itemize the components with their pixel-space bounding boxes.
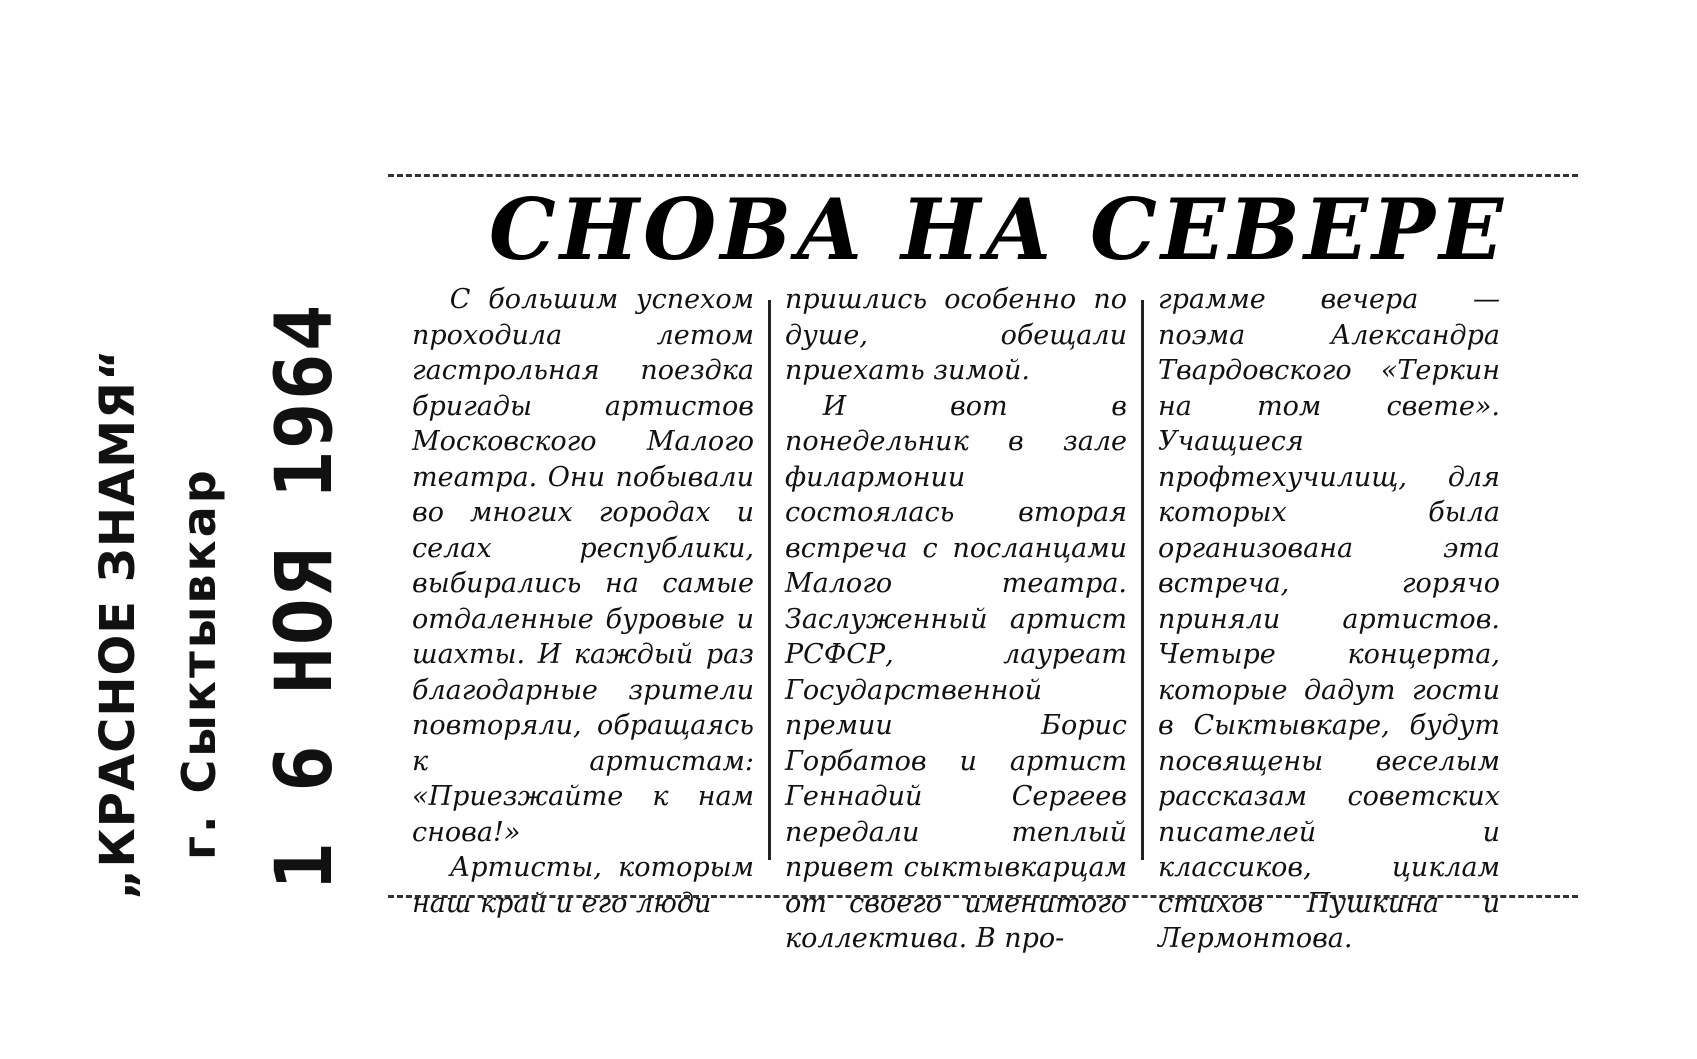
article-column-1	[398, 282, 768, 919]
article-column-2	[771, 282, 1141, 954]
stamp-city: г. Сыктывкар	[172, 467, 226, 860]
article-column-3	[1144, 282, 1514, 954]
article-columns	[398, 282, 1548, 954]
clipping-top-edge	[388, 174, 1578, 177]
newspaper-clipping	[378, 170, 1588, 954]
paragraph: Артисты, которым наш край и его люди	[412, 852, 754, 919]
stamp-date: 1 6 НОЯ 1964	[260, 302, 350, 890]
paragraph: И вот в понедельник в зале филармонии состоялась вторая встреча с посланцами Малого театра. Заслуженный артист РСФСР, лауреат Государственной премии Борис Горбатов и артист Геннадий Сергеев передали теплый привет сыктывкарцам от своего именитого коллектива. В про-	[785, 390, 1127, 954]
paragraph: грамме вечера — поэма Александра Твардовского «Теркин на том свете». Учащиеся профтехучилищ, для которых была организована эта встреча, горячо приняли артистов. Четыре концерта, которые дадут гости в Сыктывкаре, будут посвящены веселым рассказам советских писателей и классиков, циклам стихов Пушкина и Лермонтова.	[1158, 284, 1500, 954]
archive-stamp	[70, 302, 350, 900]
article-headline: СНОВА НА СЕВЕРЕ	[488, 180, 1508, 279]
paragraph: пришлись особенно по душе, обещали приехать зимой.	[785, 284, 1127, 386]
stamp-newspaper-name: „КРАСНОЕ ЗНАМЯ“	[90, 348, 146, 900]
clipping-bottom-edge	[388, 895, 1578, 898]
paragraph: С большим успехом проходила летом гастрольная поездка бригады артистов Московского Малого театра. Они побывали во многих городах и селах республики, выбирались на самые отдаленные буровые и шахты. И каждый раз благодарные зрители повторяли, обращаясь к артистам: «Приезжайте к нам снова!»	[412, 284, 754, 848]
